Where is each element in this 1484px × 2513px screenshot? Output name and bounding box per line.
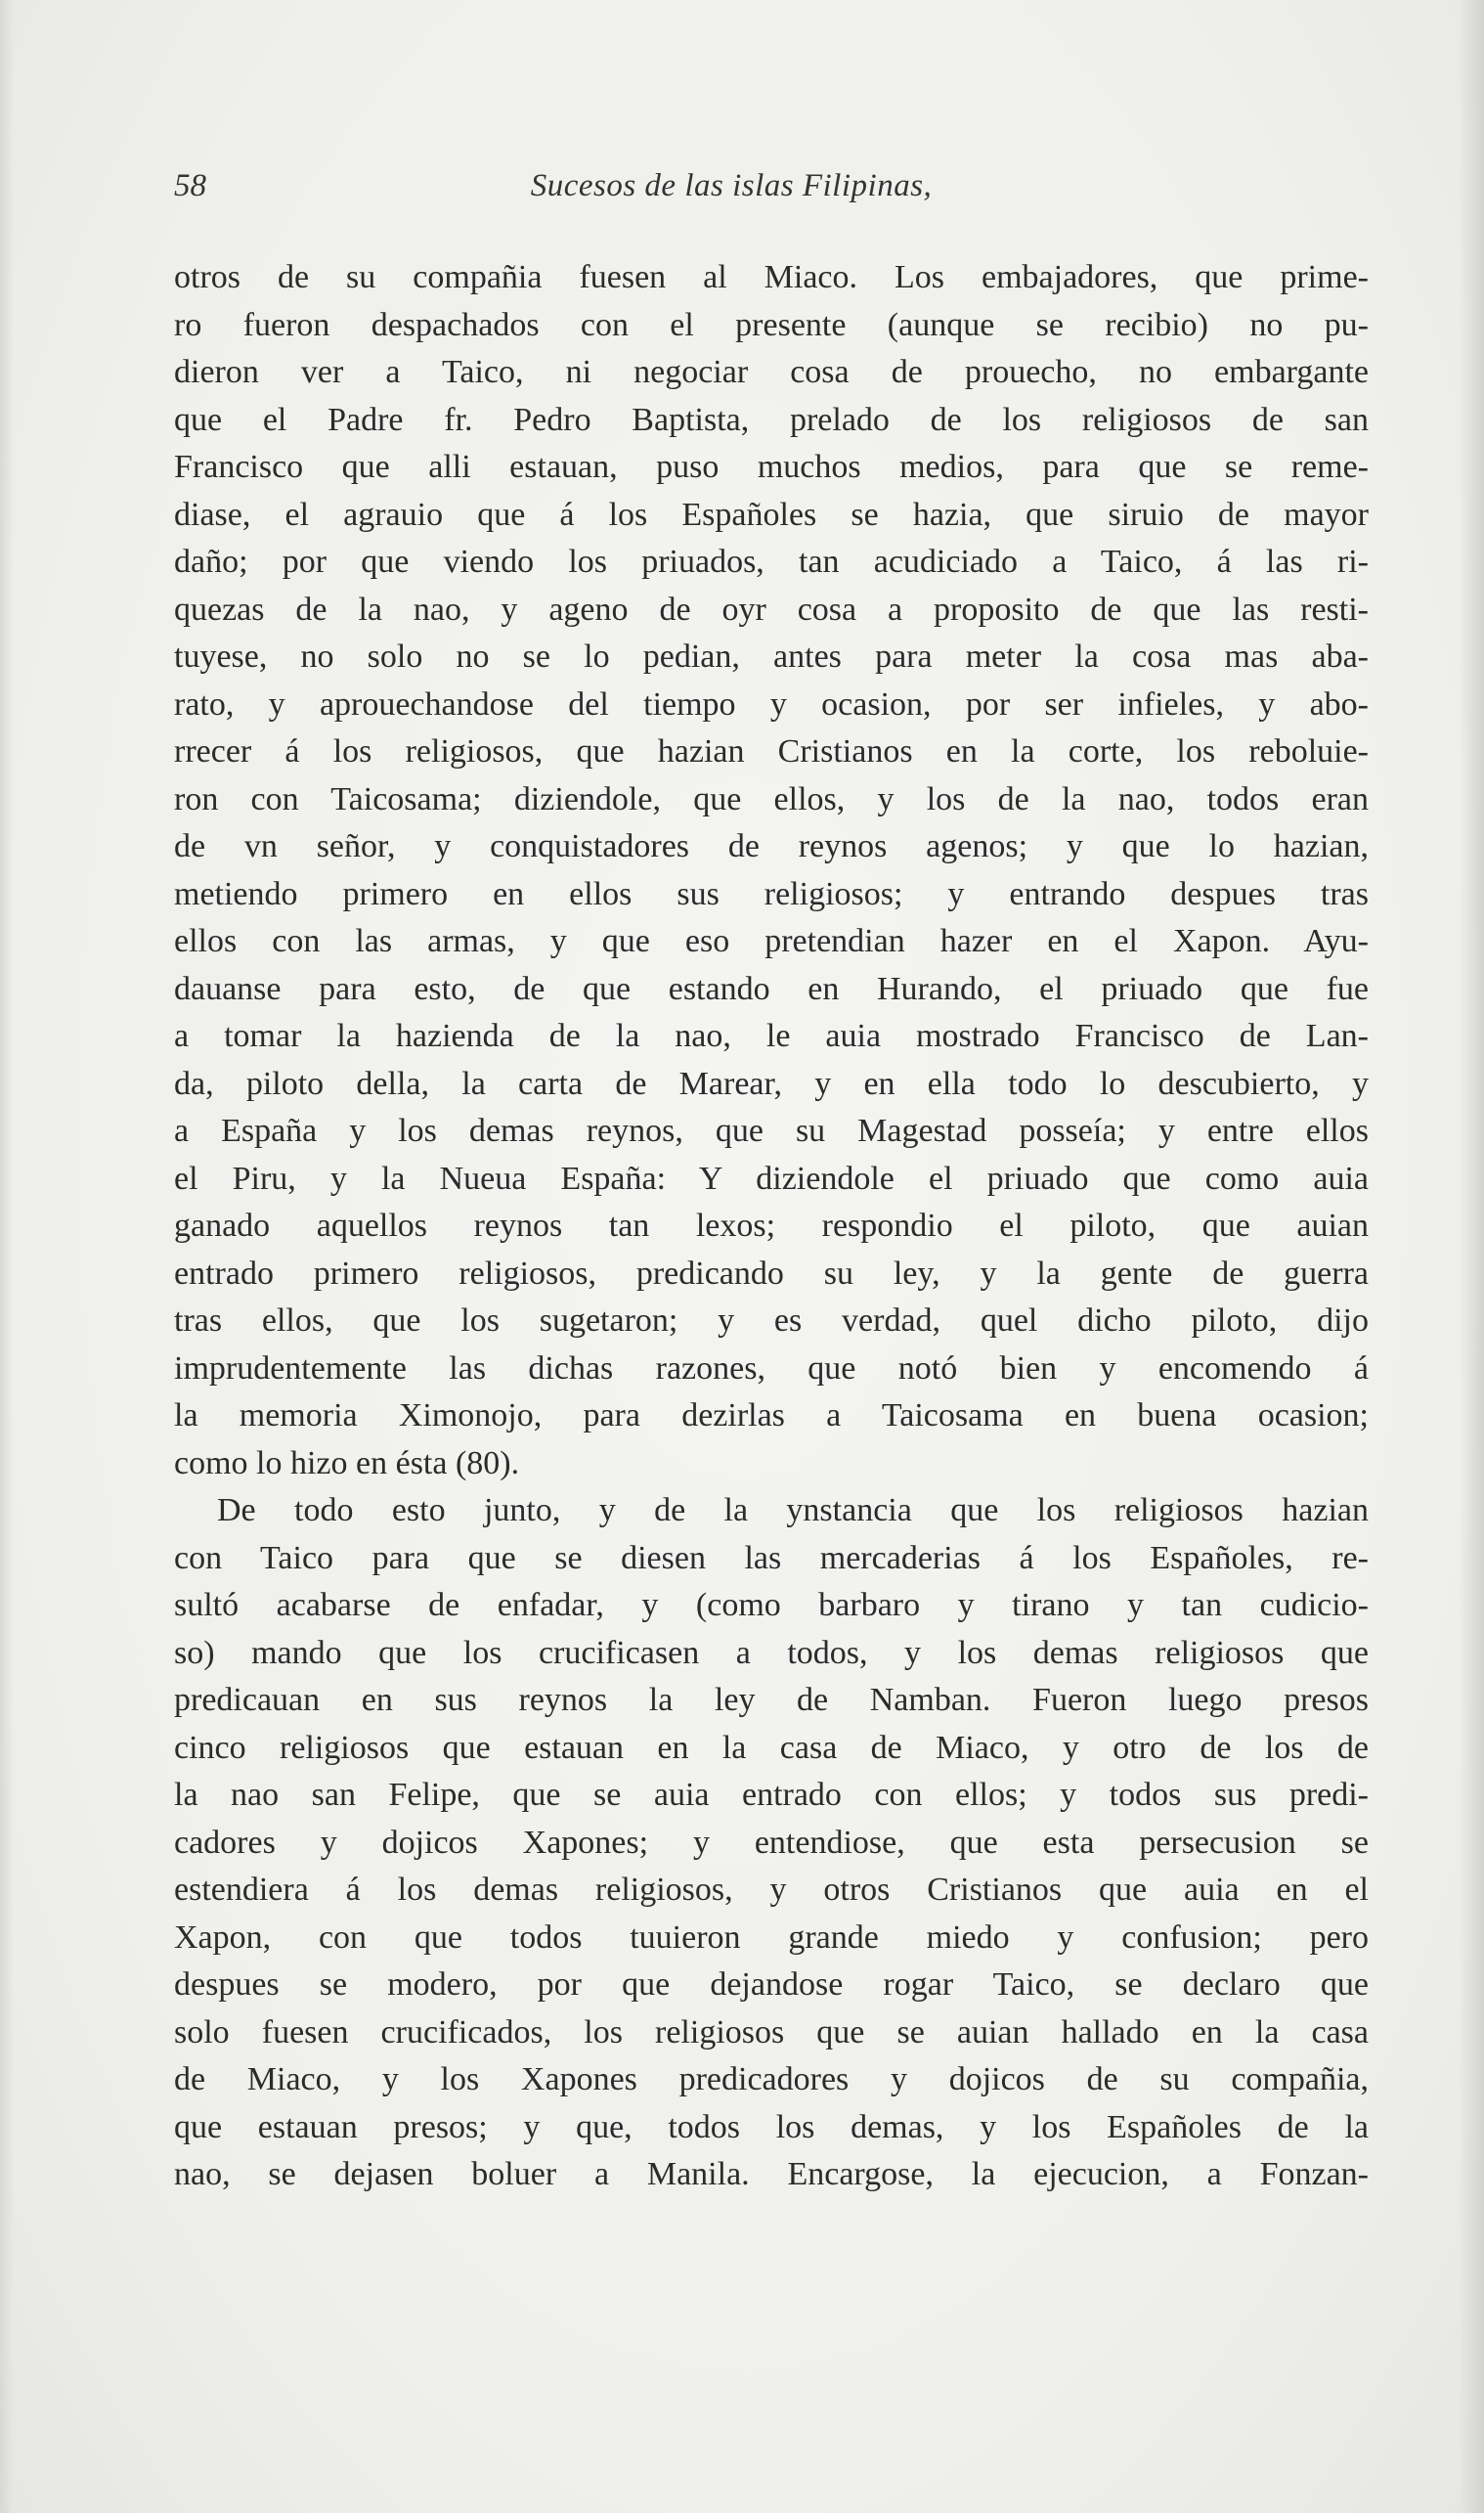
text-line: entrado primero religiosos, predicando su ley, y la gente de guerra [174, 1255, 1369, 1292]
text-line: Xapon, con que todos tuuieron grande miedo y confusion; pero [174, 1918, 1369, 1956]
text-line: el Piru, y la Nueua España: Y diziendole el priuado que como auia [174, 1160, 1369, 1197]
text-line: a España y los demas reynos, que su Magestad posseía; y entre ellos [174, 1113, 1369, 1149]
scan-shadow-left [0, 0, 14, 2513]
text-line: imprudentemente las dichas razones, que notó bien y encomendo á [174, 1349, 1369, 1387]
text-line: con Taico para que se diesen las mercaderias á los Españoles, re- [174, 1539, 1369, 1576]
text-line: sultó acabarse de enfadar, y (como barbaro y tirano y tan cudicio- [174, 1587, 1369, 1623]
text-line: que estauan presos; y que, todos los demas, y los Españoles de la [174, 2108, 1369, 2145]
text-line: ron con Taicosama; diziendole, que ellos, y los de la nao, todos eran [174, 780, 1369, 817]
text-line: despues se modero, por que dejandose rogar Taico, se declaro que [174, 1966, 1369, 2003]
body-text [174, 254, 1369, 2199]
text-line: nao, se dejasen boluer a Manila. Encargose, la ejecucion, a Fonzan- [174, 2156, 1369, 2192]
scan-shadow-right [1459, 0, 1484, 2513]
text-line: solo fuesen crucificados, los religiosos que se auian hallado en la casa [174, 2013, 1369, 2050]
text-line: da, piloto della, la carta de Marear, y en ella todo lo descubierto, y [174, 1065, 1369, 1102]
text-line: de Miaco, y los Xapones predicadores y dojicos de su compañia, [174, 2061, 1369, 2097]
paragraph-start-line: De todo esto junto, y de la ynstancia que los religiosos hazian [217, 1492, 1369, 1528]
running-head [174, 160, 1288, 219]
text-line: Francisco que alli estauan, puso muchos medios, para que se reme- [174, 449, 1369, 485]
text-line: estendiera á los demas religiosos, y otros Cristianos que auia en el [174, 1872, 1369, 1908]
text-line: dauanse para esto, de que estando en Hurando, el priuado que fue [174, 970, 1369, 1007]
running-title: Sucesos de las islas Filipinas, [530, 168, 933, 203]
text-line: a tomar la hazienda de la nao, le auia mostrado Francisco de Lan- [174, 1018, 1369, 1054]
text-line: de vn señor, y conquistadores de reynos agenos; y que lo hazian, [174, 828, 1369, 864]
text-line: daño; por que viendo los priuados, tan acudiciado a Taico, á las ri- [174, 544, 1369, 580]
text-line: cinco religiosos que estauan en la casa de Miaco, y otro de los de [174, 1729, 1369, 1766]
text-line: quezas de la nao, y ageno de oyr cosa a proposito de que las resti- [174, 591, 1369, 628]
text-line: otros de su compañia fuesen al Miaco. Los embajadores, que prime- [174, 259, 1369, 295]
text-line: cadores y dojicos Xapones; y entendiose, que esta persecusion se [174, 1824, 1369, 1861]
text-line: so) mando que los crucificasen a todos, y los demas religiosos que [174, 1634, 1369, 1671]
page-number: 58 [174, 168, 206, 203]
text-line: predicauan en sus reynos la ley de Namban. Fueron luego presos [174, 1682, 1369, 1718]
text-line: rato, y aprouechandose del tiempo y ocasion, por ser infieles, y abo- [174, 685, 1369, 723]
text-line: metiendo primero en ellos sus religiosos; y entrando despues tras [174, 875, 1369, 912]
text-line: ganado aquellos reynos tan lexos; respondio el piloto, que auian [174, 1208, 1369, 1244]
paragraph-end-line: como lo hizo en ésta (80). [174, 1444, 520, 1481]
text-line: la nao san Felipe, que se auia entrado con ellos; y todos sus predi- [174, 1777, 1369, 1813]
text-line: ro fueron despachados con el presente (aunque se recibio) no pu- [174, 306, 1369, 343]
text-line: la memoria Ximonojo, para dezirlas a Taicosama en buena ocasion; [174, 1397, 1369, 1433]
text-line: ellos con las armas, y que eso pretendian hazer en el Xapon. Ayu- [174, 923, 1369, 959]
text-line: dieron ver a Taico, ni negociar cosa de prouecho, no embargante [174, 354, 1369, 390]
text-line: que el Padre fr. Pedro Baptista, prelado de los religiosos de san [174, 401, 1369, 438]
text-line: tras ellos, que los sugetaron; y es verdad, quel dicho piloto, dijo [174, 1302, 1369, 1339]
text-line: diase, el agrauio que á los Españoles se hazia, que siruio de mayor [174, 496, 1369, 533]
text-line: tuyese, no solo no se lo pedian, antes para meter la cosa mas aba- [174, 639, 1369, 675]
text-line: rrecer á los religiosos, que hazian Cristianos en la corte, los reboluie- [174, 733, 1369, 770]
